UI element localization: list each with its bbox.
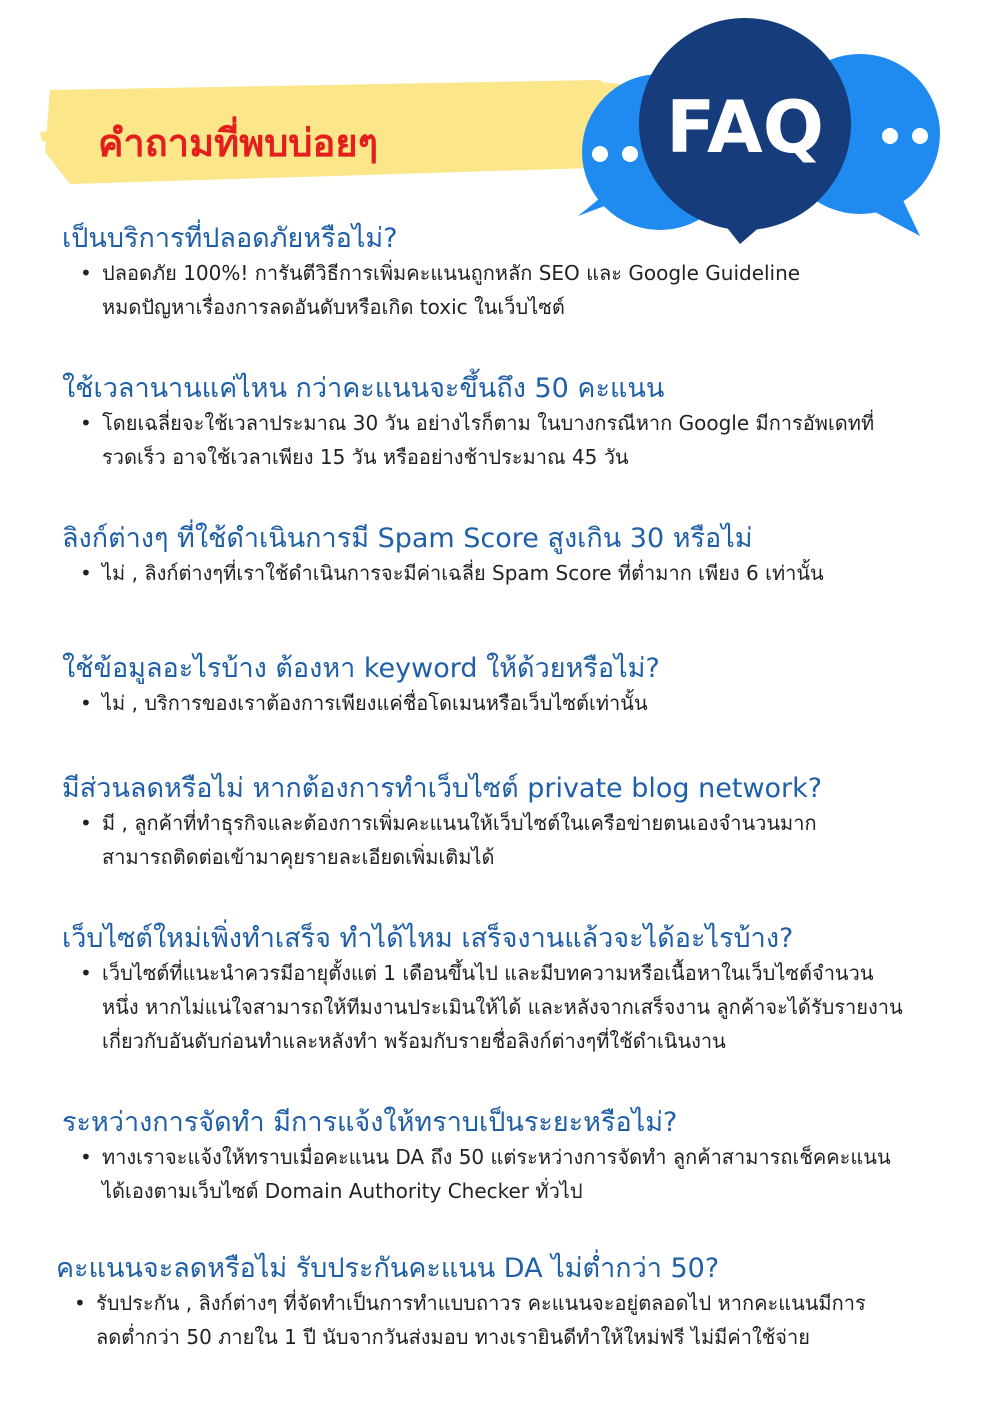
faq-answer-line: โดยเฉลี่ยจะใช้เวลาประมาณ 30 วัน อย่างไรก็ตาม ในบางกรณีหาก Google มีการอัพเดทที่	[102, 411, 875, 435]
faq-answer-line: เว็บไซต์ที่แนะนำควรมีอายุตั้งแต่ 1 เดือนขึ้นไป และมีบทความหรือเนื้อหาในเว็บไซต์จำนวน	[102, 961, 874, 985]
header	[0, 0, 992, 235]
faq-question-2: ใช้เวลานานแค่ไหน กว่าคะแนนจะขึ้นถึง 50 คะแนน	[62, 373, 665, 404]
bullet-icon: •	[80, 811, 92, 835]
faq-answer-line: หมดปัญหาเรื่องการลดอันดับหรือเกิด toxic ในเว็บไซต์	[102, 295, 565, 319]
faq-question-7: ระหว่างการจัดทำ มีการแจ้งให้ทราบเป็นระยะหรือไม่?	[62, 1107, 678, 1138]
bullet-icon: •	[80, 1145, 92, 1169]
bullet-icon: •	[80, 561, 92, 585]
faq-answer-line: ได้เองตามเว็บไซต์ Domain Authority Checker ทั่วไป	[102, 1179, 583, 1203]
faq-answer-line: ทางเราจะแจ้งให้ทราบเมื่อคะแนน DA ถึง 50 แต่ระหว่างการจัดทำ ลูกค้าสามารถเช็คคะแนน	[102, 1145, 891, 1169]
faq-question-8: คะแนนจะลดหรือไม่ รับประกันคะแนน DA ไม่ต่ำกว่า 50?	[56, 1253, 720, 1284]
faq-answer-line: มี , ลูกค้าที่ทำธุรกิจและต้องการเพิ่มคะแนนให้เว็บไซต์ในเครือข่ายตนเองจำนวนมาก	[102, 811, 817, 835]
faq-answer-line: สามารถติดต่อเข้ามาคุยรายละเอียดเพิ่มเติมได้	[102, 845, 495, 869]
faq-question-5: มีส่วนลดหรือไม่ หากต้องการทำเว็บไซต์ private blog network?	[62, 773, 823, 804]
bullet-icon: •	[80, 691, 92, 715]
faq-answer-line: ไม่ , บริการของเราต้องการเพียงแค่ชื่อโดเมนหรือเว็บไซต์เท่านั้น	[102, 691, 648, 715]
faq-answer-line: ปลอดภัย 100%! การันตีวิธีการเพิ่มคะแนนถูกหลัก SEO และ Google Guideline	[102, 261, 801, 285]
faq-chat-bubbles-icon	[560, 4, 960, 244]
faq-answer-1	[80, 256, 801, 324]
faq-badge-text: FAQ	[666, 85, 824, 169]
bullet-icon: •	[80, 961, 92, 985]
faq-answer-3	[80, 556, 824, 590]
faq-answer-5	[80, 806, 817, 874]
faq-answer-8	[74, 1286, 866, 1354]
faq-answer-line: เกี่ยวกับอันดับก่อนทำและหลังทำ พร้อมกับรายชื่อลิงก์ต่างๆที่ใช้ดำเนินงาน	[102, 1029, 726, 1053]
faq-question-4: ใช้ข้อมูลอะไรบ้าง ต้องหา keyword ให้ด้วยหรือไม่?	[62, 653, 660, 684]
page-title: คำถามที่พบบ่อยๆ	[98, 121, 378, 165]
faq-answer-2	[80, 406, 875, 474]
faq-question-1: เป็นบริการที่ปลอดภัยหรือไม่?	[62, 223, 398, 254]
faq-answer-line: รับประกัน , ลิงก์ต่างๆ ที่จัดทำเป็นการทำแบบถาวร คะแนนจะอยู่ตลอดไป หากคะแนนมีการ	[96, 1291, 866, 1315]
faq-answer-6	[80, 956, 903, 1058]
bullet-icon: •	[80, 261, 92, 285]
bullet-icon: •	[80, 411, 92, 435]
faq-answer-line: ลดต่ำกว่า 50 ภายใน 1 ปี นับจากวันส่งมอบ ทางเรายินดีทำให้ใหม่ฟรี ไม่มีค่าใช้จ่าย	[96, 1325, 810, 1349]
faq-question-6: เว็บไซต์ใหม่เพิ่งทำเสร็จ ทำได้ไหม เสร็จงานแล้วจะได้อะไรบ้าง?	[62, 923, 794, 954]
faq-answer-line: หนึ่ง หากไม่แน่ใจสามารถให้ทีมงานประเมินให้ได้ และหลังจากเสร็จงาน ลูกค้าจะได้รับรายงาน	[102, 995, 903, 1019]
faq-answer-line: รวดเร็ว อาจใช้เวลาเพียง 15 วัน หรืออย่างช้าประมาณ 45 วัน	[102, 445, 629, 469]
faq-answer-line: ไม่ , ลิงก์ต่างๆที่เราใช้ดำเนินการจะมีค่าเฉลี่ย Spam Score ที่ต่ำมาก เพียง 6 เท่านั้น	[102, 561, 824, 585]
faq-answer-4	[80, 686, 648, 720]
faq-question-3: ลิงก์ต่างๆ ที่ใช้ดำเนินการมี Spam Score สูงเกิน 30 หรือไม่	[62, 523, 753, 554]
faq-answer-7	[80, 1140, 891, 1208]
bullet-icon: •	[74, 1291, 86, 1315]
